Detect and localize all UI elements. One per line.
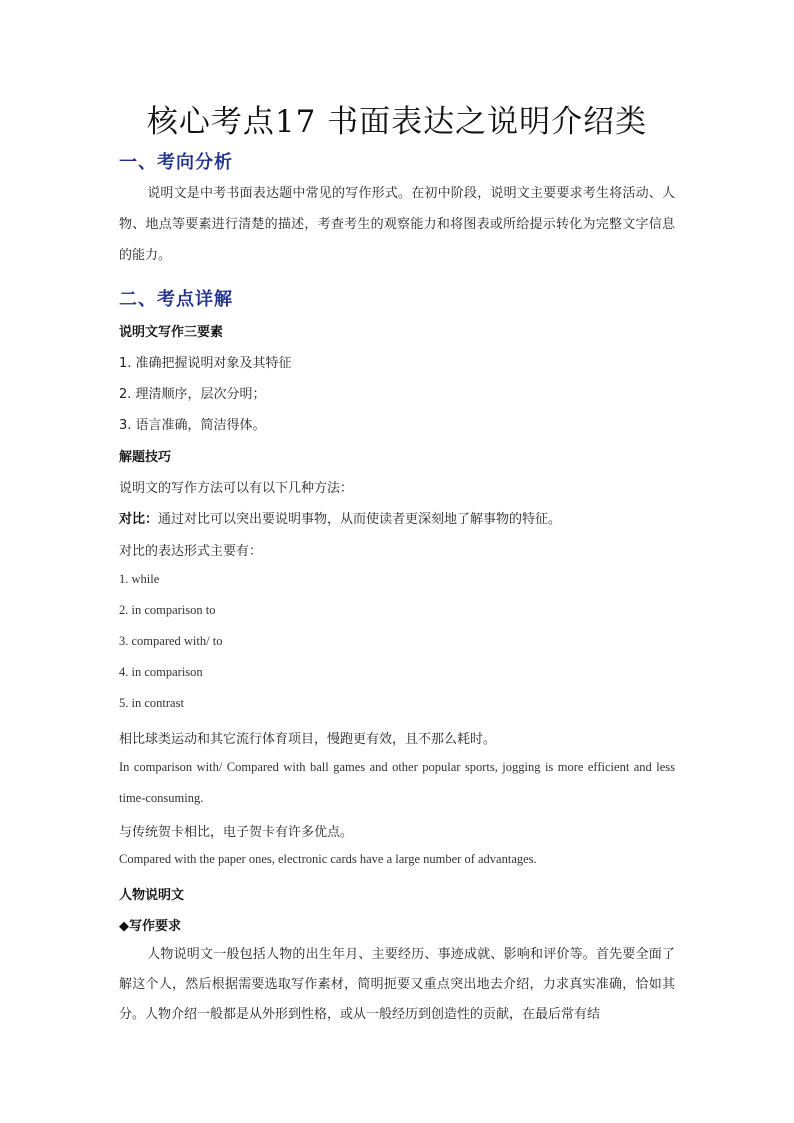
example2-english: Compared with the paper ones, electronic cards have a large number of advantages. — [119, 852, 537, 866]
analysis-text: 说明文是中考书面表达题中常见的写作形式。在初中阶段，说明文主要要求考生将活动、人物、地点等要素进行清楚的描述，考查考生的观察能力和将图表或所给提示转化为完整文字信息的能力。 — [119, 186, 675, 263]
form-item: 4. in comparison — [119, 665, 203, 679]
example1-english: In comparison with/ Compared with ball games and other popular sports, jogging is more efficient and less time-consuming. — [119, 760, 675, 805]
form-item: 3. compared with/ to — [119, 634, 223, 648]
page-title: 核心考点17 书面表达之说明介绍类 — [146, 104, 648, 140]
contrast-label: 对比： — [119, 512, 159, 527]
person-title: 人物说明文 — [119, 888, 185, 903]
contrast-line — [119, 508, 561, 527]
forms-intro: 对比的表达形式主要有： — [119, 544, 263, 559]
requirements-title: ◆写作要求 — [119, 919, 181, 934]
requirements-text: 人物说明文一般包括人物的出生年月、主要经历、事迹成就、影响和评价等。首先要全面了解这个人，然后根据需要选取写作素材，简明扼要又重点突出地去介绍，力求真实准确，恰如其分。人物介绍一般都是从外形到性格，或从一般经历到创造性的贡献，在最后常有结 — [119, 947, 675, 1022]
form-item: 2. in comparison to — [119, 603, 216, 617]
section-heading-analysis: 一、考向分析 — [119, 152, 233, 173]
contrast-text: 通过对比可以突出要说明事物，从而使读者更深刻地了解事物的特征。 — [158, 512, 562, 527]
analysis-paragraph — [119, 178, 675, 271]
example2-chinese: 与传统贺卡相比，电子贺卡有许多优点。 — [119, 825, 354, 840]
tips-title: 解题技巧 — [119, 450, 172, 465]
requirements-paragraph — [119, 940, 675, 1030]
methods-intro: 说明文的写作方法可以有以下几种方法： — [119, 481, 354, 496]
element-item: 3. 语言准确，简洁得体。 — [119, 418, 266, 433]
element-item: 2. 理清顺序，层次分明； — [119, 387, 266, 402]
example1-chinese: 相比球类运动和其它流行体育项目，慢跑更有效，且不那么耗时。 — [119, 732, 497, 747]
three-elements-title: 说明文写作三要素 — [119, 325, 224, 340]
section-heading-details: 二、考点详解 — [119, 289, 233, 310]
form-item: 5. in contrast — [119, 696, 184, 710]
form-item: 1. while — [119, 572, 160, 586]
element-item: 1. 准确把握说明对象及其特征 — [119, 356, 292, 371]
